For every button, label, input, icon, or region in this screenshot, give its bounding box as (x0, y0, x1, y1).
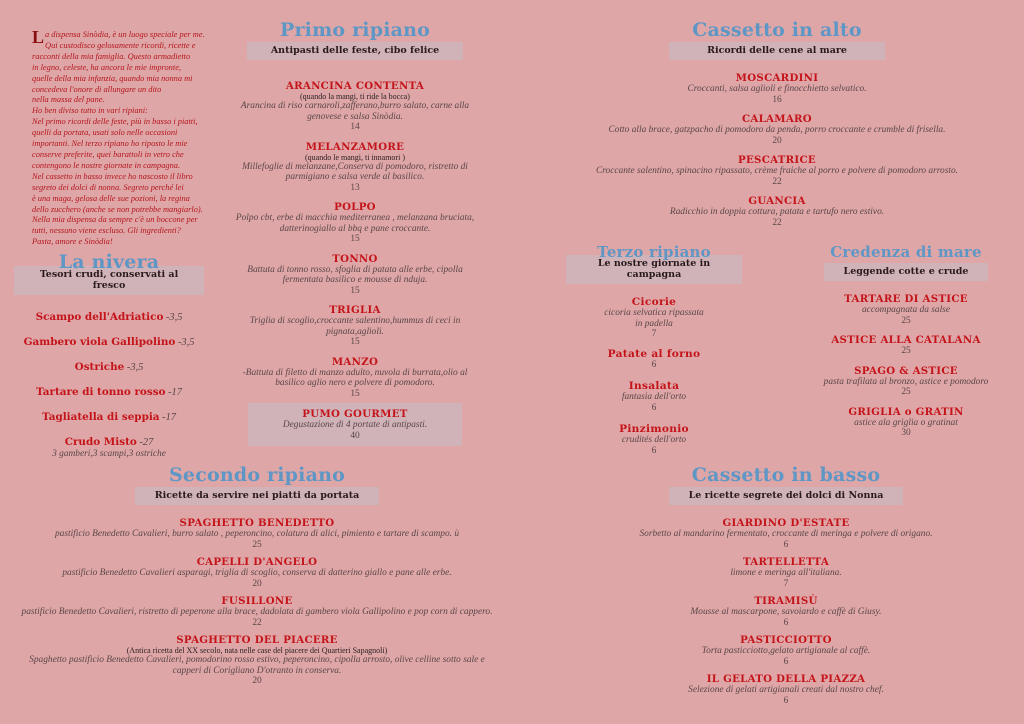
menu-item (228, 141, 482, 194)
intro-line: a dispensa Sinòdia, è un luogo speciale per me. (45, 30, 205, 39)
item-name: ARANCINA CONTENTA (285, 80, 425, 92)
section-secondo-ripiano (10, 465, 504, 695)
item-description: limone e meringa all'italiana. (730, 568, 842, 578)
intro-line: Ho ben diviso tutto in vari ripiani: (32, 106, 148, 116)
item-name: SPAGHETTO BENEDETTO (179, 517, 335, 529)
item-description: pasta trafilata al bronzo, astice e pomodoro (823, 376, 989, 387)
item-name: Scampo dell'Adriatico (35, 311, 164, 323)
menu-item (14, 361, 204, 374)
section-title: Primo ripiano (279, 19, 431, 41)
item-price: -3,5 (175, 337, 195, 348)
section-cassetto-alto (570, 20, 984, 236)
item-name: GUANCIA (748, 195, 806, 207)
section-terzo-ripiano (566, 244, 742, 464)
item-price: 22 (772, 176, 782, 187)
intro-line: concedeva l'onore di allungare un dito (32, 84, 162, 94)
section-title: Terzo ripiano (597, 243, 711, 261)
item-description: crudités dell'orto (621, 435, 687, 445)
menu-item (14, 411, 204, 424)
intro-line: è una maga, gelosa delle sue pozioni, la regina (32, 193, 190, 203)
item-description: Battuta di tonno rosso, sfoglia di patata alle erbe, cipolla fermentata basilico e mousse di nduja. (247, 264, 463, 285)
section-subtitle: Le nostre giornate in campagna (566, 255, 742, 284)
item-price: -3,5 (163, 312, 183, 323)
item-price: 14 (350, 122, 360, 132)
section-subtitle: Ricordi delle cene al mare (669, 42, 885, 60)
intro-line: dello zucchero (anche se non potrebbe mangiarlo). (32, 204, 203, 214)
item-name: POLPO (334, 201, 376, 213)
section-subtitle: Le ricette segrete dei dolci di Nonna (669, 487, 904, 505)
item-price: 22 (252, 617, 262, 628)
item-description: cicoria selvatica ripassata in padella (604, 308, 704, 329)
item-name: Crudo Misto (64, 436, 137, 448)
item-name: TARTELLETTA (742, 556, 830, 568)
item-price: 15 (350, 285, 360, 296)
section-subtitle: Antipasti delle feste, cibo felice (247, 42, 463, 60)
item-price: 13 (350, 182, 360, 193)
item-price: 15 (350, 388, 360, 399)
item-description: 3 gamberi,3 scampi,3 ostriche (52, 449, 166, 459)
intro-story (32, 27, 224, 248)
item-name: FUSILLONE (221, 595, 293, 607)
item-price: -27 (136, 437, 154, 448)
item-name: PASTICCIOTTO (740, 634, 832, 646)
item-name: Tagliatella di seppia (42, 411, 160, 423)
section-subtitle: Leggende cotte e crude (824, 263, 989, 281)
item-price: 25 (901, 315, 911, 326)
menu-item (14, 436, 204, 460)
item-description: Degustazione di 4 portate di antipasti. (282, 420, 428, 430)
item-description: Torta pasticciotto,gelato artigianale al caffè. (701, 646, 871, 656)
menu-item (580, 595, 992, 628)
item-name: SPAGO & ASTICE (854, 364, 958, 377)
item-name: SPAGHETTO DEL PIACERE (176, 634, 338, 646)
item-name: Pinzimonio (619, 423, 689, 435)
item-price: 25 (252, 539, 262, 550)
menu-item (14, 336, 204, 349)
item-description: Cotto alla brace, gatzpacho di pomodoro da penda, porro croccante e crumble di frisella. (608, 125, 946, 135)
item-price: 6 (651, 359, 657, 370)
item-price: -17 (159, 412, 176, 423)
item-price: 15 (350, 234, 360, 244)
intro-line: Pasta, amore e Sinòdia! (32, 237, 113, 247)
section-title: Cassetto in basso (691, 464, 881, 486)
section-credenza-di-mare (806, 244, 1006, 447)
item-name: IL GELATO DELLA PIAZZA (706, 673, 866, 685)
item-note: (Antica ricetta del XX secolo, nata nelle case del piacere dei Quartieri Sapagnoli) (126, 646, 388, 655)
section-title: Credenza di mare (830, 243, 982, 261)
item-name: Tartare di tonno rosso (36, 386, 166, 398)
item-description: Mousse al mascarpone, savoiardo e caffè di Giusy. (690, 607, 882, 617)
gourmet-box (248, 403, 462, 446)
item-description: pastificio Benedetto Cavalieri, ristretto di peperone alla brace, dadolata di gambero viola Gallipolino e pop corn di cappero. (21, 607, 493, 617)
intro-line: contengono le nostre giornate in campagna. (32, 160, 181, 170)
menu-item (806, 406, 1006, 439)
item-name: TONNO (332, 252, 378, 265)
menu-item (566, 423, 742, 456)
item-name: Cicorie (631, 296, 677, 308)
menu-item (10, 517, 504, 550)
section-subtitle: Tesori crudi, conservati al fresco (14, 266, 204, 295)
section-nivera (14, 252, 204, 472)
menu-item (580, 673, 992, 706)
item-price: 16 (772, 94, 782, 105)
item-price: 20 (252, 676, 262, 686)
menu-item (566, 348, 742, 371)
item-price: 25 (901, 387, 911, 397)
item-name: Gambero viola Gallipolino (23, 336, 176, 348)
item-description: Arancina di riso carnaroli,zafferano,burro salato, carne alla genovese e salsa Sinòdia. (240, 101, 470, 122)
item-name: MANZO (331, 355, 379, 368)
menu-item (228, 253, 482, 297)
menu-item (806, 334, 1006, 357)
intro-line: nella massa del pane. (32, 95, 105, 105)
intro-line: quelli da portata, usati solo nelle occasioni (32, 128, 178, 138)
item-name: CALAMARO (741, 113, 812, 125)
section-subtitle: Ricette da servire nei piatti da portata (135, 487, 380, 505)
menu-item (228, 356, 482, 400)
item-price: 7 (651, 329, 657, 339)
item-price: 25 (901, 346, 911, 356)
menu-item (580, 556, 992, 589)
menu-item (570, 195, 984, 228)
item-description: Millefoglie di melanzane,Conserva di pomodoro, ristretto di parmigiano e salsa verde al basilico. (242, 161, 468, 182)
item-description: Croccanti, salsa aglioli e finocchietto selvatico. (687, 84, 867, 94)
item-description: Croccante salentino, spinacino ripassato, crème fraiche al porro e polvere di pomodoro arrosto. (595, 166, 959, 176)
intro-line: racconti della mia famiglia. Questo armadietto (32, 51, 191, 61)
item-name: GIARDINO D'ESTATE (722, 517, 850, 529)
item-description: Polpo cbt, erbe di macchia mediterranea , melanzana bruciata, datterinogiallo al bbq e pane croccante. (235, 213, 475, 234)
menu-item (14, 386, 204, 399)
item-description: pastificio Benedetto Cavalieri, burro salato , peperoncino, colatura di alici, pimiento e tartare di scampo. ù (54, 529, 460, 539)
menu-item (806, 365, 1006, 398)
item-name: TRIGLIA (329, 304, 381, 316)
item-price: 6 (783, 695, 789, 706)
item-description: Sorbetto al mandarino fermentato, croccante di meringa e polvere di origano. (639, 529, 933, 539)
item-name: CAPELLI D'ANGELO (196, 556, 318, 568)
item-description: Triglia di scoglio,croccante salentino,hummus di ceci in pignata,aglioli. (249, 316, 461, 337)
item-description: Radicchio in doppia cottura, patata e tartufo nero estivo. (669, 207, 885, 217)
intro-line: in legno, celeste, ha ancora le mie impronte, (32, 62, 182, 72)
item-name: Ostriche (74, 361, 125, 373)
intro-line: conserve preferite, quei barattoli in vetro che (32, 149, 184, 159)
intro-line: Nel primo ricordi delle feste, più in basso i piatti, (32, 117, 198, 127)
section-cassetto-basso (580, 465, 992, 714)
item-price: 22 (772, 217, 782, 228)
item-price: 6 (651, 445, 657, 456)
menu-item (10, 634, 504, 687)
intro-line: tutti, nessuno viene escluso. Gli ingredienti? (32, 226, 181, 236)
item-note: (quando la mangi, ti ride la bocca) (300, 92, 410, 101)
item-description: -Battuta di filetto di manzo adulto, nuvola di burrata,olio al basilico aglio nero e polvere di pomodoro. (242, 367, 468, 388)
item-description: Spaghetto pastificio Benedetto Cavalieri, pomodorino rosso estivo, peperoncino, cipolla arrosto, olive celline sotto sale e capperi di Corigliano D'otranto in conserva. (29, 655, 485, 676)
item-name: Insalata (628, 380, 680, 392)
section-title: Secondo ripiano (169, 464, 345, 486)
item-price: 6 (783, 539, 789, 550)
menu-item (580, 634, 992, 667)
menu-item (228, 80, 482, 133)
item-price: 6 (651, 402, 657, 413)
menu-item (580, 517, 992, 550)
section-primo-ripiano (228, 20, 482, 446)
menu-item (570, 154, 984, 187)
item-price: -17 (165, 387, 182, 398)
intro-line: segreto dei dolci di nonna. Segreto perché lei (32, 182, 184, 192)
menu-item (806, 293, 1006, 326)
section-title: La nivera (58, 251, 160, 273)
intro-dropcap: L (32, 27, 45, 47)
item-name: Patate al forno (607, 347, 701, 360)
menu-item (566, 296, 742, 340)
intro-line: Qui custodisco gelosamente ricordi, ricette e (45, 40, 196, 50)
item-price: 6 (783, 617, 789, 628)
intro-line: Nel cassetto in basso invece ho nascosto il libro (32, 171, 193, 181)
item-description: fantasia dell'orto (621, 392, 687, 402)
item-description: pastificio Benedetto Cavalieri asparagi, triglia di scoglio, conserva di datterino giallo e pane alle erbe. (62, 568, 452, 578)
menu-item (566, 380, 742, 413)
item-name: ASTICE ALLA CATALANA (831, 334, 981, 346)
item-description: accompagnata da salse (861, 305, 950, 315)
item-name: MOSCARDINI (735, 72, 819, 84)
item-price: 20 (252, 578, 262, 589)
item-name: PUMO GOURMET (302, 408, 408, 420)
item-price: 6 (783, 656, 789, 667)
item-price: 7 (783, 578, 789, 589)
intro-line: quelle della mia infanzia, quando mia nonna mi (32, 73, 193, 83)
item-description: Selezione di gelati artigianali creati dal nostro chef. (688, 685, 884, 695)
item-name: TIRAMISÙ (754, 595, 818, 607)
item-price: 15 (350, 337, 360, 347)
item-note: (quando le mangi, ti innamori ) (305, 152, 405, 162)
item-name: GRIGLIA o GRATIN (848, 405, 964, 418)
menu-item (228, 201, 482, 245)
menu-item (10, 556, 504, 589)
item-name: MELANZAMORE (305, 140, 405, 153)
item-description: astice ala griglia o gratinat (854, 417, 958, 428)
menu-item (14, 311, 204, 324)
menu-item (228, 304, 482, 348)
item-price: 40 (350, 430, 360, 441)
intro-line: Nella mia dispensa da sempre c'è un boccone per (32, 215, 198, 225)
menu-item (10, 595, 504, 628)
intro-line: importanti. Nel terzo ripiano ho riposto le mie (32, 139, 188, 149)
section-title: Cassetto in alto (692, 19, 862, 41)
item-price: 20 (772, 135, 782, 146)
menu-item (570, 72, 984, 105)
item-price: -3,5 (124, 362, 144, 373)
menu-item (570, 113, 984, 146)
item-price: 30 (901, 428, 911, 438)
item-name: PESCATRICE (738, 154, 816, 166)
item-name: TARTARE DI ASTICE (844, 293, 968, 305)
